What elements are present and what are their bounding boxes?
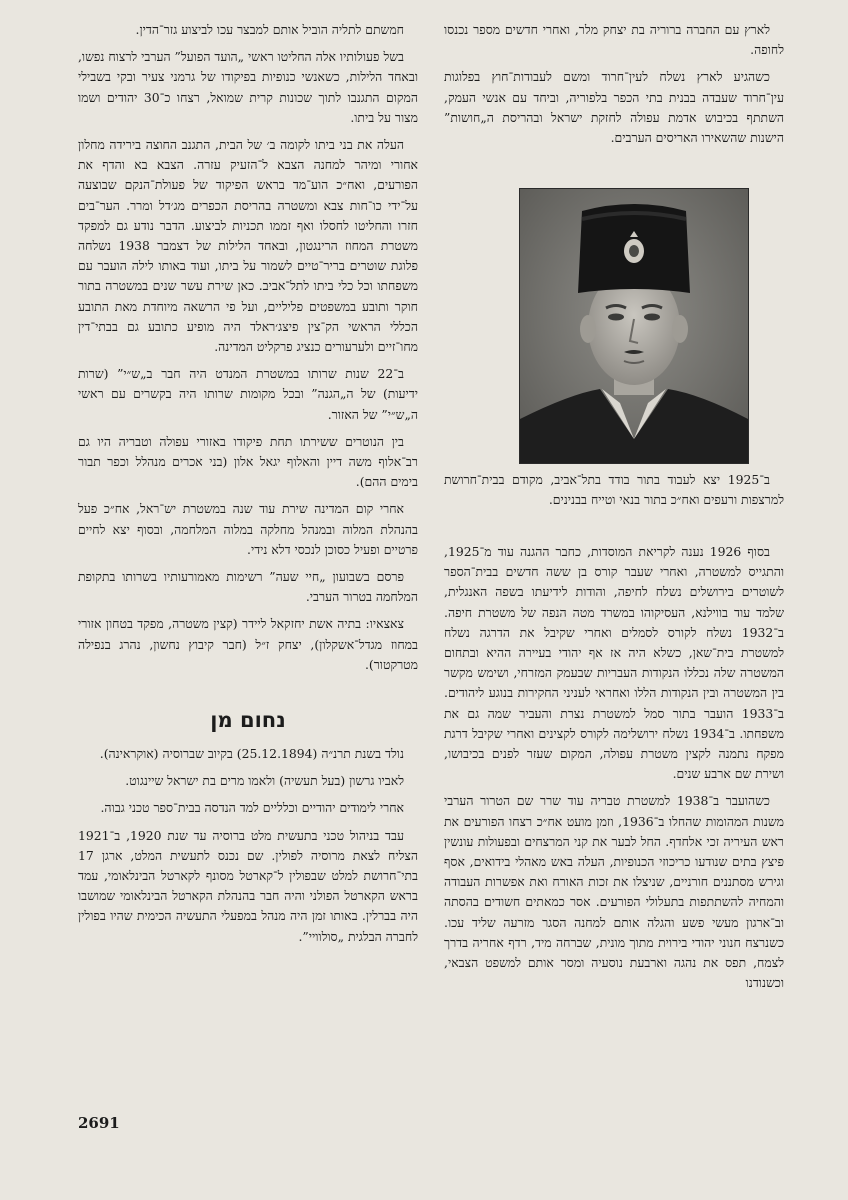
left-column-bottom [78,744,418,954]
right-column-top [444,20,784,155]
paragraph: עבד בניהול טכני בתעשית מלט ברוסיה עד שנת 1920, ב־1921 הצליח לצאת מרוסיה לפולין. שם נכנס לתעשית המלט, ארגן 17 בתי־חרושת למלט שבפולין ל־קארטל מסונף לקארטל הבינלאומי, עמד בראש הקארטל הפולני והיה חבר בהנהלת הקארטל הבינלאומי שמושבו היה בברלין. באותו זמן היה מנהל במפעלי התעשיה הכימית שהיו בפולין לחברה הבלגית „סולוויי”. [78,827,418,944]
paragraph: לאביו גרשון (בעל תעשיה) ולאמו מרים בת ישראל שיינגוט. [125,773,404,789]
paragraph: לארץ עם החברה ברוריה בת יצחק מלר, ואחרי חדשים מספר נכנסו לחופה. [444,22,784,58]
paragraph: צאצאיו: בתיה אשת יחזקאל ליידר (קצין משטרה, מפקד בטחון אזורי במחוז מגדל־אשקלון), יצחק ז״ל (חבר קיבוץ נחשון, נהרג בנפילה מטרקטור). [78,616,418,672]
paragraph: ב־22 שנות שרותו במשטרת המנדט היה חבר ב„ש״י” (שרות ידיעות) של ה„הגנה” ובכל מקומות שרותו היה בקשרים עם ראשי ה„ש״י” של האזור. [78,366,418,422]
left-column-top [78,20,418,682]
paragraph: פרסם בשבועון „חיי שעה” רשימות מאמורעותיו בשרותו בתקופת המלחמה בטרור הערבי. [78,569,418,605]
paragraph: העלה את בני ביתו לקומה ב׳ של הבית, התגנב החוצה בירידה מחלון אחורי ומיהר למחנה הצבא ל־הזעיק עזרה. הצבא בא והדף את הפורעים, ואח״כ הוע־מד בראש הפיקוד של פעולת־הנקם שבוצעה על־ידי כו־חות צבא ומשטרה בהריסת הכפרים מג׳דל ומרר. הער־בים חזרו והחליטו לחסלו ואף זממו תכניות לביצוע. הדבר נודע גם למפקד משטרת המחוז הרינגטון, ובאחד הלילות של דצמבר 1938 נשלחה פלוגת שוטרים בריר־טיים לשמור על ביתו, ועוד באותו לילה הועבר עם משפחתו וכל כלי ביתו לתל־אביב. כאן שירת עשר שנים במשטרה בתור חוקר ותובע במשפטים פליליים, ועל פי הרשאה מיוחדת מאת התובע הכללי הראשי הק־צין פיצג׳ראלד היה מופיע כתובע גם בבתי־דין מחו־זיים ולערעורים כנציג פרקליט המדינה. [78,137,418,355]
portrait-photo [519,188,749,464]
paragraph: חמשתם לתליה הוביל אותם למבצר עכו לביצוע גזר־הדין. [135,22,404,37]
page-number: 2691 [78,1114,120,1132]
paragraph: כשהועבר ב־1938 למשטרת טבריה עוד שרר שם הטרור הערבי משנות המהומות שהחלו ב־1936, וזמן מועט אח״כ רצחו הפורעים את ראש העיריה זכי אלחדף. החל לבער את קני המרצחים ובפעולות עונשין פיצץ בתים שנודעו כריכוזי הכנופיות, העלה באש מאהלי בידואים, אסף וגירש מסתננים חורניים, שניצלו את זכות האורח ואת אפשרות העבודה והמחיה להשתתפות בתעלולי הפורעים. אסר כמאתים חשודים בהסתה וב־ארגון מעשי פשע והגלה אותם למחנה הסגר מזרעה שליד עכו. כשנרצח חנוני יהודי בירוית מתוך מונית, שברחה מיד, רדף אחריה בדרך לצמח, תפס את נהגה וארבעת נוסעיה ומסר אותם למשפט הצבאי, וכשנודנו [444,793,784,991]
paragraph: בין הנוטרים ששירתו תחת פיקודו באזורי עפולה וטבריה היו גם רב־אלוף משה דיין והאלוף יגאל אלון (בני אכרים מנהלל וכפר תבור בימים ההם). [78,433,418,490]
section-title: נחום מן [210,708,286,732]
paragraph: בסוף 1926 נענה לקריאת המוסדות, כחבר ההגנה עוד מ־1925, והתגייס למשטרה, ואחרי שעבר קורס בן ששה חדשים בבית־הספר לשוטרים בירושלים נשלח לחיפה, והודות לידיעתו בשפה האנגלית, שלמד עוד בווילנא, העסיקוהו במשרד מטה הנפה של משטרת חיפה. ב־1932 נשלח לקורס לסמלים ואחרי שקיבל את הדרגה נשלח למשטרת בית־שאן, כשלא היה אז אף יהודי בעיירה ההיא ובתחום המשטרה שלה נכללו הנקודות העבריות שבעמק המזרחי, ושימש מקשר בין המשטרה ובין הנקודות הללו ואחראי לעניני החקירות בנוגע ליהודים. ב־1933 הועבר בתור סמל למשטרת נצרת והעביר שמה גם את משפחתו. ב־1934 נשלח ירושלימה לקורס לקצינים ואחרי שקיבל דרגת מפקח נתמנה לקצין משטרת עפולה, המקום שעזר לפנים בכיבושו, ושירת שם ארבע שנים. [444,544,785,782]
portrait-image [520,189,748,463]
photo-caption: ב־1925 יצא לעבוד בתור בודד בתל־אביב, מקודם בבית־חרושת למרצפות ורעפים ואח״כ בתור בנאי וטייח בבנינים. [444,472,784,508]
paragraph: נולד בשנת תרנ״ה (25.12.1894) בקיוב שברוסיה (אוקראינה). [99,746,404,761]
right-column-bottom [444,542,784,1000]
paragraph: אחרי קום המדינה שירת עוד שנה במשטרת יש־ראל, אח״כ פעל בהנהלת המלוה ובמנהל מחלקה במלוה המלחמה, ובסוף יצא לחיים פרטיים ופעיל כסוכן לנכסי דלא נידי. [78,501,418,557]
paragraph: כשהגיע לארץ נשלח לעין־חרוד ומשם לעבודות־חוץ בפלוגות עין־חרוד שעבדה בבנית בתי הכפר בלפוריה, וביחד עם אנשי העמק, השתתף בכיבוש אדמת עפולה לחזקת ישראל ובהריסת ה„חושות” הישנות שהשאירו האריסים הערבים. [444,69,784,146]
paragraph: בשל פעולותיו אלה החליטו ראשי „הועד הפועל” הערבי לרצוח נפשו, ובאחד הלילות, כשאנשי כנופיות בפיקודו של גרמני צעיר ובקי בשבילי המקום התגנבו לתוך שכונות קרית שמואל, רצחו כ־30 יהודים ושמו מצור על ביתו. [77,49,418,125]
paragraph: אחרי לימודים יהודיים וכלליים למד הנדסה בבית־ספר טכני גבוה. [100,800,404,816]
